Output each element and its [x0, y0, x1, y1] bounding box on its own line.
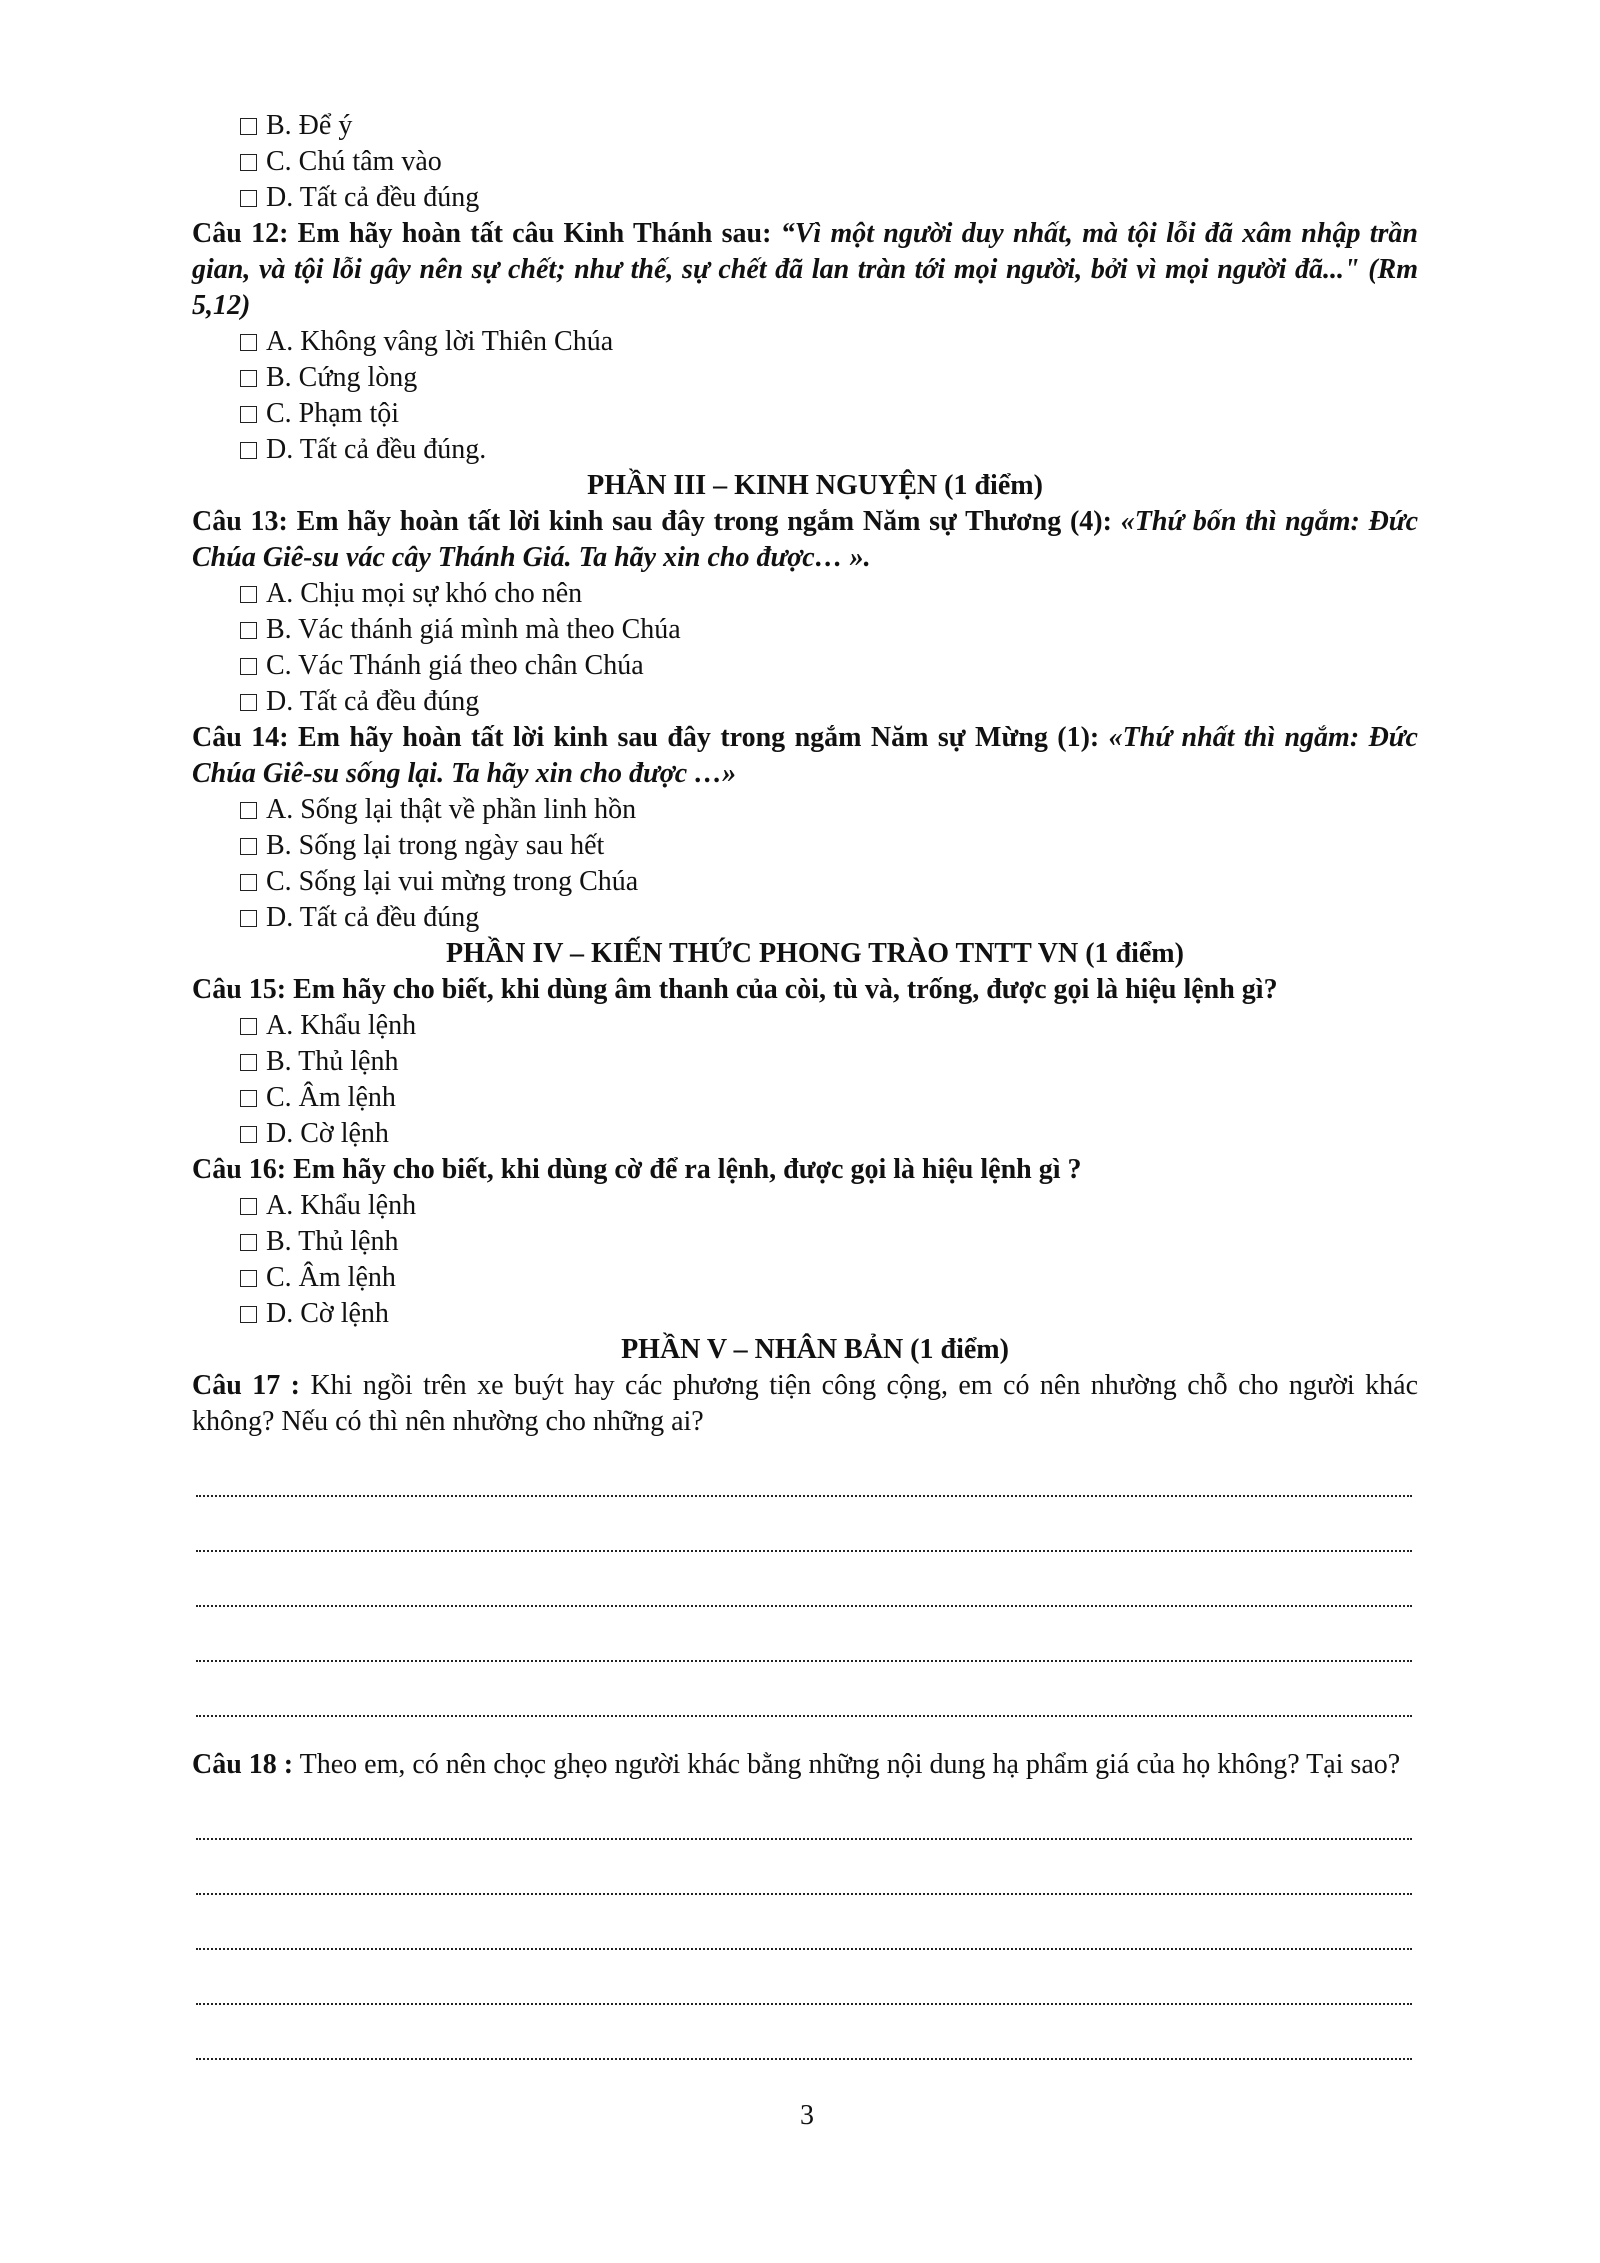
option-q15-d[interactable]: D. Cờ lệnh [192, 1116, 1418, 1152]
checkbox-icon[interactable] [240, 1306, 257, 1323]
checkbox-icon[interactable] [240, 910, 257, 927]
page-number: 3 [800, 2100, 814, 2131]
checkbox-icon[interactable] [240, 1018, 257, 1035]
checkbox-icon[interactable] [240, 694, 257, 711]
checkbox-icon[interactable] [240, 1270, 257, 1287]
checkbox-icon[interactable] [240, 838, 257, 855]
question-12: Câu 12: Em hãy hoàn tất câu Kinh Thánh sau: “Vì một người duy nhất, mà tội lỗi đã xâm nhập trần gian, và tội lỗi gây nên sự chết; như thế, sự chết đã lan tràn tới mọi người, bởi vì mọi người đã..." (Rm 5,12) [192, 218, 1418, 321]
answer-line[interactable] [192, 1509, 1418, 1564]
checkbox-icon[interactable] [240, 190, 257, 207]
checkbox-icon[interactable] [240, 1090, 257, 1107]
checkbox-icon[interactable] [240, 1198, 257, 1215]
answer-area-q17 [192, 1454, 1418, 1729]
question-15: Câu 15: Em hãy cho biết, khi dùng âm thanh của còi, tù và, trống, được gọi là hiệu lệnh gì? [192, 974, 1278, 1005]
option-q12-b[interactable]: B. Cứng lòng [192, 360, 1418, 396]
option-q14-d[interactable]: D. Tất cả đều đúng [192, 900, 1418, 936]
checkbox-icon[interactable] [240, 586, 257, 603]
answer-line[interactable] [192, 1454, 1418, 1509]
checkbox-icon[interactable] [240, 658, 257, 675]
answer-line[interactable] [192, 1852, 1418, 1907]
question-16: Câu 16: Em hãy cho biết, khi dùng cờ để ra lệnh, được gọi là hiệu lệnh gì ? [192, 1154, 1082, 1185]
question-18: Câu 18 : Theo em, có nên chọc ghẹo người khác bằng những nội dung hạ phẩm giá của họ không? Tại sao? [192, 1749, 1401, 1780]
option-q12-c[interactable]: C. Phạm tội [192, 396, 1418, 432]
option-q15-c[interactable]: C. Âm lệnh [192, 1080, 1418, 1116]
option-q16-d[interactable]: D. Cờ lệnh [192, 1296, 1418, 1332]
checkbox-icon[interactable] [240, 442, 257, 459]
option-q13-b[interactable]: B. Vác thánh giá mình mà theo Chúa [192, 612, 1418, 648]
option-q11-c[interactable]: C. Chú tâm vào [192, 144, 1418, 180]
option-q13-d[interactable]: D. Tất cả đều đúng [192, 684, 1418, 720]
option-q12-a[interactable]: A. Không vâng lời Thiên Chúa [192, 324, 1418, 360]
answer-line[interactable] [192, 1962, 1418, 2017]
option-q15-b[interactable]: B. Thủ lệnh [192, 1044, 1418, 1080]
exam-page [192, 108, 1418, 2072]
checkbox-icon[interactable] [240, 802, 257, 819]
checkbox-icon[interactable] [240, 334, 257, 351]
answer-line[interactable] [192, 1564, 1418, 1619]
option-q13-a[interactable]: A. Chịu mọi sự khó cho nên [192, 576, 1418, 612]
section-4-heading: PHẦN IV – KIẾN THỨC PHONG TRÀO TNTT VN (1 điểm) [446, 938, 1184, 969]
checkbox-icon[interactable] [240, 154, 257, 171]
q11-options [192, 108, 1418, 216]
question-14: Câu 14: Em hãy hoàn tất lời kinh sau đây trong ngắm Năm sự Mừng (1): «Thứ nhất thì ngắm: Đức Chúa Giê-su sống lại. Ta hãy xin cho được …» [192, 722, 1418, 789]
answer-line[interactable] [192, 1619, 1418, 1674]
checkbox-icon[interactable] [240, 118, 257, 135]
question-13: Câu 13: Em hãy hoàn tất lời kinh sau đây trong ngắm Năm sự Thương (4): «Thứ bốn thì ngắm: Đức Chúa Giê-su vác cây Thánh Giá. Ta hãy xin cho được… ». [192, 506, 1418, 573]
checkbox-icon[interactable] [240, 406, 257, 423]
section-3-heading: PHẦN III – KINH NGUYỆN (1 điểm) [587, 470, 1043, 501]
answer-line[interactable] [192, 1907, 1418, 1962]
answer-line[interactable] [192, 1797, 1418, 1852]
question-17: Câu 17 : Khi ngồi trên xe buýt hay các phương tiện công cộng, em có nên nhường chỗ cho người khác không? Nếu có thì nên nhường cho những ai? [192, 1370, 1418, 1437]
checkbox-icon[interactable] [240, 622, 257, 639]
checkbox-icon[interactable] [240, 1126, 257, 1143]
checkbox-icon[interactable] [240, 874, 257, 891]
checkbox-icon[interactable] [240, 1234, 257, 1251]
option-q14-b[interactable]: B. Sống lại trong ngày sau hết [192, 828, 1418, 864]
answer-line[interactable] [192, 1674, 1418, 1729]
answer-area-q18 [192, 1797, 1418, 2072]
option-q15-a[interactable]: A. Khẩu lệnh [192, 1008, 1418, 1044]
option-q11-b[interactable]: B. Để ý [192, 108, 1418, 144]
option-q16-b[interactable]: B. Thủ lệnh [192, 1224, 1418, 1260]
option-q16-c[interactable]: C. Âm lệnh [192, 1260, 1418, 1296]
checkbox-icon[interactable] [240, 1054, 257, 1071]
answer-line[interactable] [192, 2017, 1418, 2072]
checkbox-icon[interactable] [240, 370, 257, 387]
option-q11-d[interactable]: D. Tất cả đều đúng [192, 180, 1418, 216]
option-q13-c[interactable]: C. Vác Thánh giá theo chân Chúa [192, 648, 1418, 684]
option-q14-c[interactable]: C. Sống lại vui mừng trong Chúa [192, 864, 1418, 900]
option-q14-a[interactable]: A. Sống lại thật về phần linh hồn [192, 792, 1418, 828]
section-5-heading: PHẦN V – NHÂN BẢN (1 điểm) [621, 1334, 1009, 1365]
option-q12-d[interactable]: D. Tất cả đều đúng. [192, 432, 1418, 468]
option-q16-a[interactable]: A. Khẩu lệnh [192, 1188, 1418, 1224]
